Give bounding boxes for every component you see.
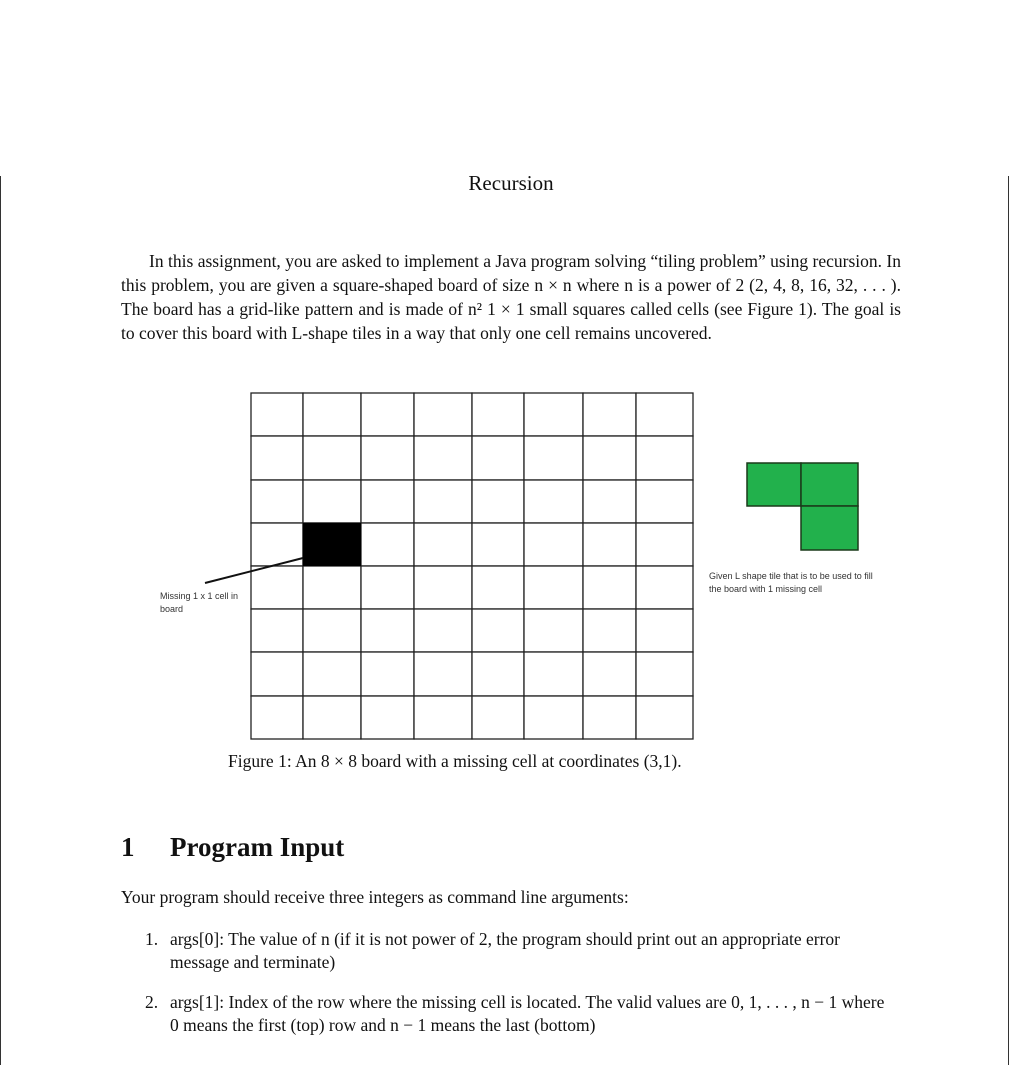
list-item [145,928,895,974]
board-cell [636,566,693,609]
board-cell [472,480,524,523]
board-cell [361,609,414,652]
board-cell [583,609,636,652]
board-cell [524,609,583,652]
board-cell [303,393,361,436]
board-cell [583,566,636,609]
board-cell [361,566,414,609]
board-cell [472,436,524,480]
board-cell [636,393,693,436]
board-cell [636,609,693,652]
board-cell [583,436,636,480]
board-cell [414,523,472,566]
board-cell [414,696,472,739]
board-cell [472,652,524,696]
page-title: Recursion [468,171,554,195]
board-cell [303,480,361,523]
board-cell [361,480,414,523]
board-cell [414,393,472,436]
board-cell [251,652,303,696]
board-cell [583,696,636,739]
missing-cell [303,523,361,566]
board-cell [414,609,472,652]
board-cell [303,696,361,739]
board-cell [636,436,693,480]
board-cell [361,436,414,480]
board-cell [583,393,636,436]
item-number: 1. [145,929,159,949]
board-cell [524,436,583,480]
board-cell [303,609,361,652]
board-cell [583,523,636,566]
board-cell [361,523,414,566]
tile-cell [801,506,858,550]
board-cell [524,480,583,523]
intro-paragraph: In this assignment, you are asked to implement a Java program solving “tiling problem” using recursion. In this problem, you are given a square-shaped board of size n × n where n is a power of 2 (2, 4, 8, 16, 32, . . . ). The board has a grid-like pattern and is made of n² 1 × 1 small squares called cells (see Figure 1). The goal is to cover this board with L-shape tiles in a way that only one cell remains uncovered. [121,251,901,343]
board-cell [636,652,693,696]
board-cell [361,696,414,739]
board-cell [524,652,583,696]
item-text: args[0]: The value of n (if it is not power of 2, the program should print out an appropriate error message and terminate) [170,929,841,972]
board-cell [636,523,693,566]
board-cell [414,480,472,523]
figure-caption: Figure 1: An 8 × 8 board with a missing cell at coordinates (3,1). [228,751,682,771]
board-cell [636,696,693,739]
section-number: 1 [121,832,135,862]
board-cell [414,652,472,696]
board-cell [472,393,524,436]
board-cell [251,480,303,523]
l-tile [747,463,858,550]
tile-cell [801,463,858,506]
board-cell [472,566,524,609]
board-cell [524,393,583,436]
list-item [145,991,895,1037]
board-cell [251,436,303,480]
board-cell [361,652,414,696]
board-cell [472,609,524,652]
board-cell [251,609,303,652]
board-cell [524,566,583,609]
section-intro: Your program should receive three integers as command line arguments: [121,887,629,907]
board-cell [414,436,472,480]
board-cell [636,480,693,523]
board-cell [303,652,361,696]
board-cell [524,523,583,566]
board-cell [583,652,636,696]
board-cell [251,566,303,609]
missing-cell-label: Missing 1 x 1 cell in board [160,591,239,614]
board-cell [303,436,361,480]
board-cell [251,393,303,436]
board-cell [361,393,414,436]
tile-cell [747,463,801,506]
board-cell [472,696,524,739]
item-number: 2. [145,992,159,1012]
board-cell [414,566,472,609]
board-cell [303,566,361,609]
section-title: Program Input [170,832,345,862]
section-heading [121,832,344,863]
tile-label: Given L shape tile that is to be used to fill the board with 1 missing cell [709,571,873,594]
board-cell [472,523,524,566]
item-text: args[1]: Index of the row where the missing cell is located. The valid values are 0, 1, . . . , n − 1 where 0 means the first (top) row and n − 1 means the last (bottom) [170,992,885,1035]
board-cell [251,696,303,739]
board-cell [583,480,636,523]
board-cell [524,696,583,739]
